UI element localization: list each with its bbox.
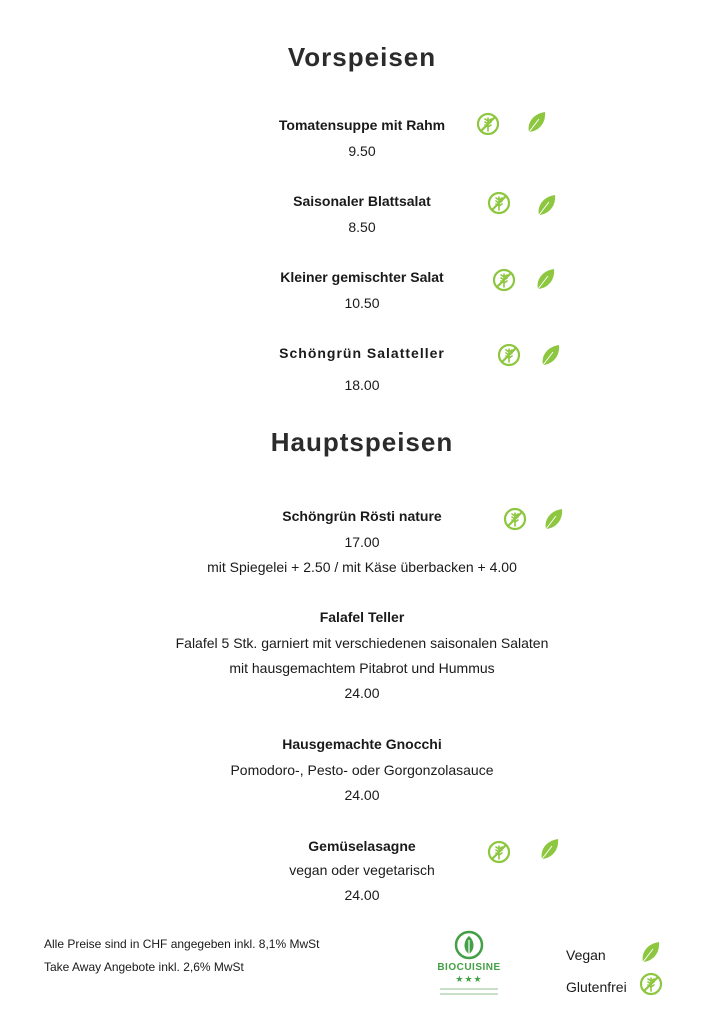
starter-1-price: 9.50 (348, 143, 376, 159)
takeaway-note: Take Away Angebote inkl. 2,6% MwSt (44, 960, 244, 974)
starter-1-name: Tomatensuppe mit Rahm (278, 117, 446, 133)
legend-vegan-label: Vegan (566, 947, 606, 963)
vegan-leaf-icon (638, 940, 662, 964)
main-2-name: Falafel Teller (319, 609, 405, 625)
main-4-desc: vegan oder vegetarisch (289, 862, 435, 878)
biocuisine-logo (426, 928, 512, 1002)
logo-fineprint (440, 993, 498, 995)
main-3-desc: Pomodoro-, Pesto- oder Gorgonzolasauce (230, 762, 494, 778)
starter-4-price: 18.00 (344, 377, 380, 393)
heading-vorspeisen: Vorspeisen (287, 42, 437, 72)
vegan-leaf-icon (534, 193, 558, 217)
vegan-leaf-icon (524, 110, 548, 134)
main-2-price: 24.00 (344, 685, 380, 701)
gluten-free-icon (487, 840, 511, 864)
vegan-leaf-icon (537, 837, 561, 861)
gluten-free-icon (492, 268, 516, 292)
main-2-desc-2: mit hausgemachtem Pitabrot und Hummus (229, 660, 495, 676)
main-1-desc: mit Spiegelei + 2.50 / mit Käse überbacken + 4.00 (207, 559, 517, 575)
vegan-leaf-icon (541, 507, 565, 531)
logo-fineprint (440, 988, 498, 990)
gluten-free-icon (503, 507, 527, 531)
gluten-free-icon (476, 112, 500, 136)
gluten-free-icon (639, 972, 663, 996)
legend-glutenfree-label: Glutenfrei (566, 979, 627, 995)
gluten-free-icon (497, 343, 521, 367)
main-4-name: Gemüselasagne (308, 838, 416, 854)
logo-text: BIOCUISINE (437, 962, 501, 973)
starter-2-price: 8.50 (348, 219, 376, 235)
vegan-leaf-icon (533, 267, 557, 291)
gluten-free-icon (487, 191, 511, 215)
main-3-name: Hausgemachte Gnocchi (282, 736, 442, 752)
starter-4-name: Schöngrün Salatteller (279, 345, 445, 361)
main-4-price: 24.00 (344, 887, 380, 903)
main-3-price: 24.00 (344, 787, 380, 803)
main-2-desc-1: Falafel 5 Stk. garniert mit verschiedenen saisonalen Salaten (175, 635, 549, 651)
heading-hauptspeisen: Hauptspeisen (270, 427, 454, 457)
logo-mark-icon (454, 930, 484, 960)
vegan-leaf-icon (538, 343, 562, 367)
logo-stars: ★★★ (455, 974, 483, 984)
starter-3-price: 10.50 (344, 295, 380, 311)
main-1-price: 17.00 (344, 534, 380, 550)
starter-3-name: Kleiner gemischter Salat (280, 269, 444, 285)
main-1-name: Schöngrün Rösti nature (282, 508, 442, 524)
price-note: Alle Preise sind in CHF angegeben inkl. 8,1% MwSt (44, 937, 320, 951)
starter-2-name: Saisonaler Blattsalat (293, 193, 431, 209)
